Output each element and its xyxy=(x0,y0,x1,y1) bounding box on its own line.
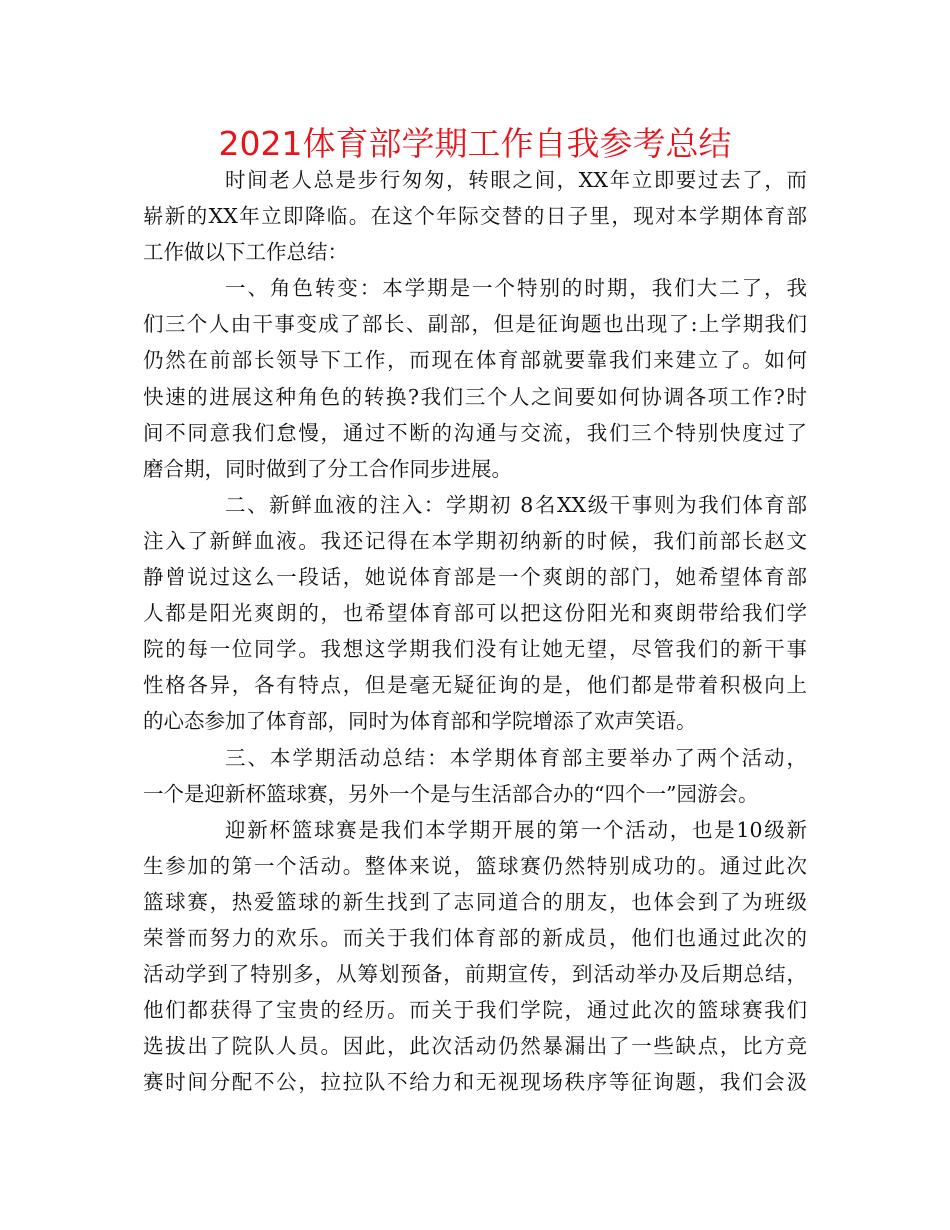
document-body xyxy=(143,162,807,1100)
text-line: 工作做以下工作总结： xyxy=(143,240,348,265)
text-line: 们三个人由干事变成了部长、副部，但是征询题也出现了:上学期我们 xyxy=(143,312,807,337)
text-line: 院的每一位同学。我想这学期我们没有让她无望，尽管我们的新干事 xyxy=(143,637,807,662)
text-line: 赛时间分配不公，拉拉队不给力和无视现场秩序等征询题，我们会汲 xyxy=(143,1070,807,1095)
text-line: 他们都获得了宝贵的经历。而关于我们学院，通过此次的篮球赛我们 xyxy=(143,998,807,1023)
text-line: 荣誉而努力的欢乐。而关于我们体育部的新成员，他们也通过此次的 xyxy=(143,925,807,950)
text-line: 一个是迎新杯篮球赛，另外一个是与生活部合办的“四个一”园游会。 xyxy=(143,781,759,806)
text-line: 二、新鲜血液的注入：学期初 8名XX级干事则为我们体育部 xyxy=(225,492,807,517)
text-line: 生参加的第一个活动。整体来说，篮球赛仍然特别成功的。通过此次 xyxy=(143,853,807,878)
text-line: 三、本学期活动总结：本学期体育部主要举办了两个活动， xyxy=(225,745,807,770)
text-line: 间不同意我们怠慢，通过不断的沟通与交流，我们三个特别快度过了 xyxy=(143,420,807,445)
text-line: 的心态参加了体育部，同时为体育部和学院增添了欢声笑语。 xyxy=(143,709,697,734)
text-line: 迎新杯篮球赛是我们本学期开展的第一个活动，也是10级新 xyxy=(225,817,807,842)
text-line: 性格各异，各有特点，但是毫无疑征询的是，他们都是带着积极向上 xyxy=(143,673,807,698)
text-line: 人都是阳光爽朗的，也希望体育部可以把这份阳光和爽朗带给我们学 xyxy=(143,601,807,626)
text-line: 选拔出了院队人员。因此，此次活动仍然暴漏出了一些缺点，比方竞 xyxy=(143,1034,807,1059)
text-line: 篮球赛，热爱篮球的新生找到了志同道合的朋友，也体会到了为班级 xyxy=(143,889,807,914)
text-line: 崭新的XX年立即降临。在这个年际交替的日子里，现对本学期体育部 xyxy=(143,204,807,229)
text-line: 一、角色转变：本学期是一个特别的时期，我们大二了，我 xyxy=(225,276,807,301)
text-line: 静曾说过这么一段话，她说体育部是一个爽朗的部门，她希望体育部 xyxy=(143,565,807,590)
text-line: 注入了新鲜血液。我还记得在本学期初纳新的时候，我们前部长赵文 xyxy=(143,528,807,553)
text-line: 仍然在前部长领导下工作，而现在体育部就要靠我们来建立了。如何 xyxy=(143,348,807,373)
text-line: 磨合期，同时做到了分工合作同步进展。 xyxy=(143,456,512,481)
text-line: 快速的进展这种角色的转换?我们三个人之间要如何协调各项工作?时 xyxy=(143,384,807,409)
text-line: 活动学到了特别多，从筹划预备，前期宣传，到活动举办及后期总结， xyxy=(143,962,807,987)
text-line: 时间老人总是步行匆匆，转眼之间，XX年立即要过去了，而 xyxy=(225,168,807,192)
document-title: 2021体育部学期工作自我参考总结 xyxy=(218,124,732,163)
